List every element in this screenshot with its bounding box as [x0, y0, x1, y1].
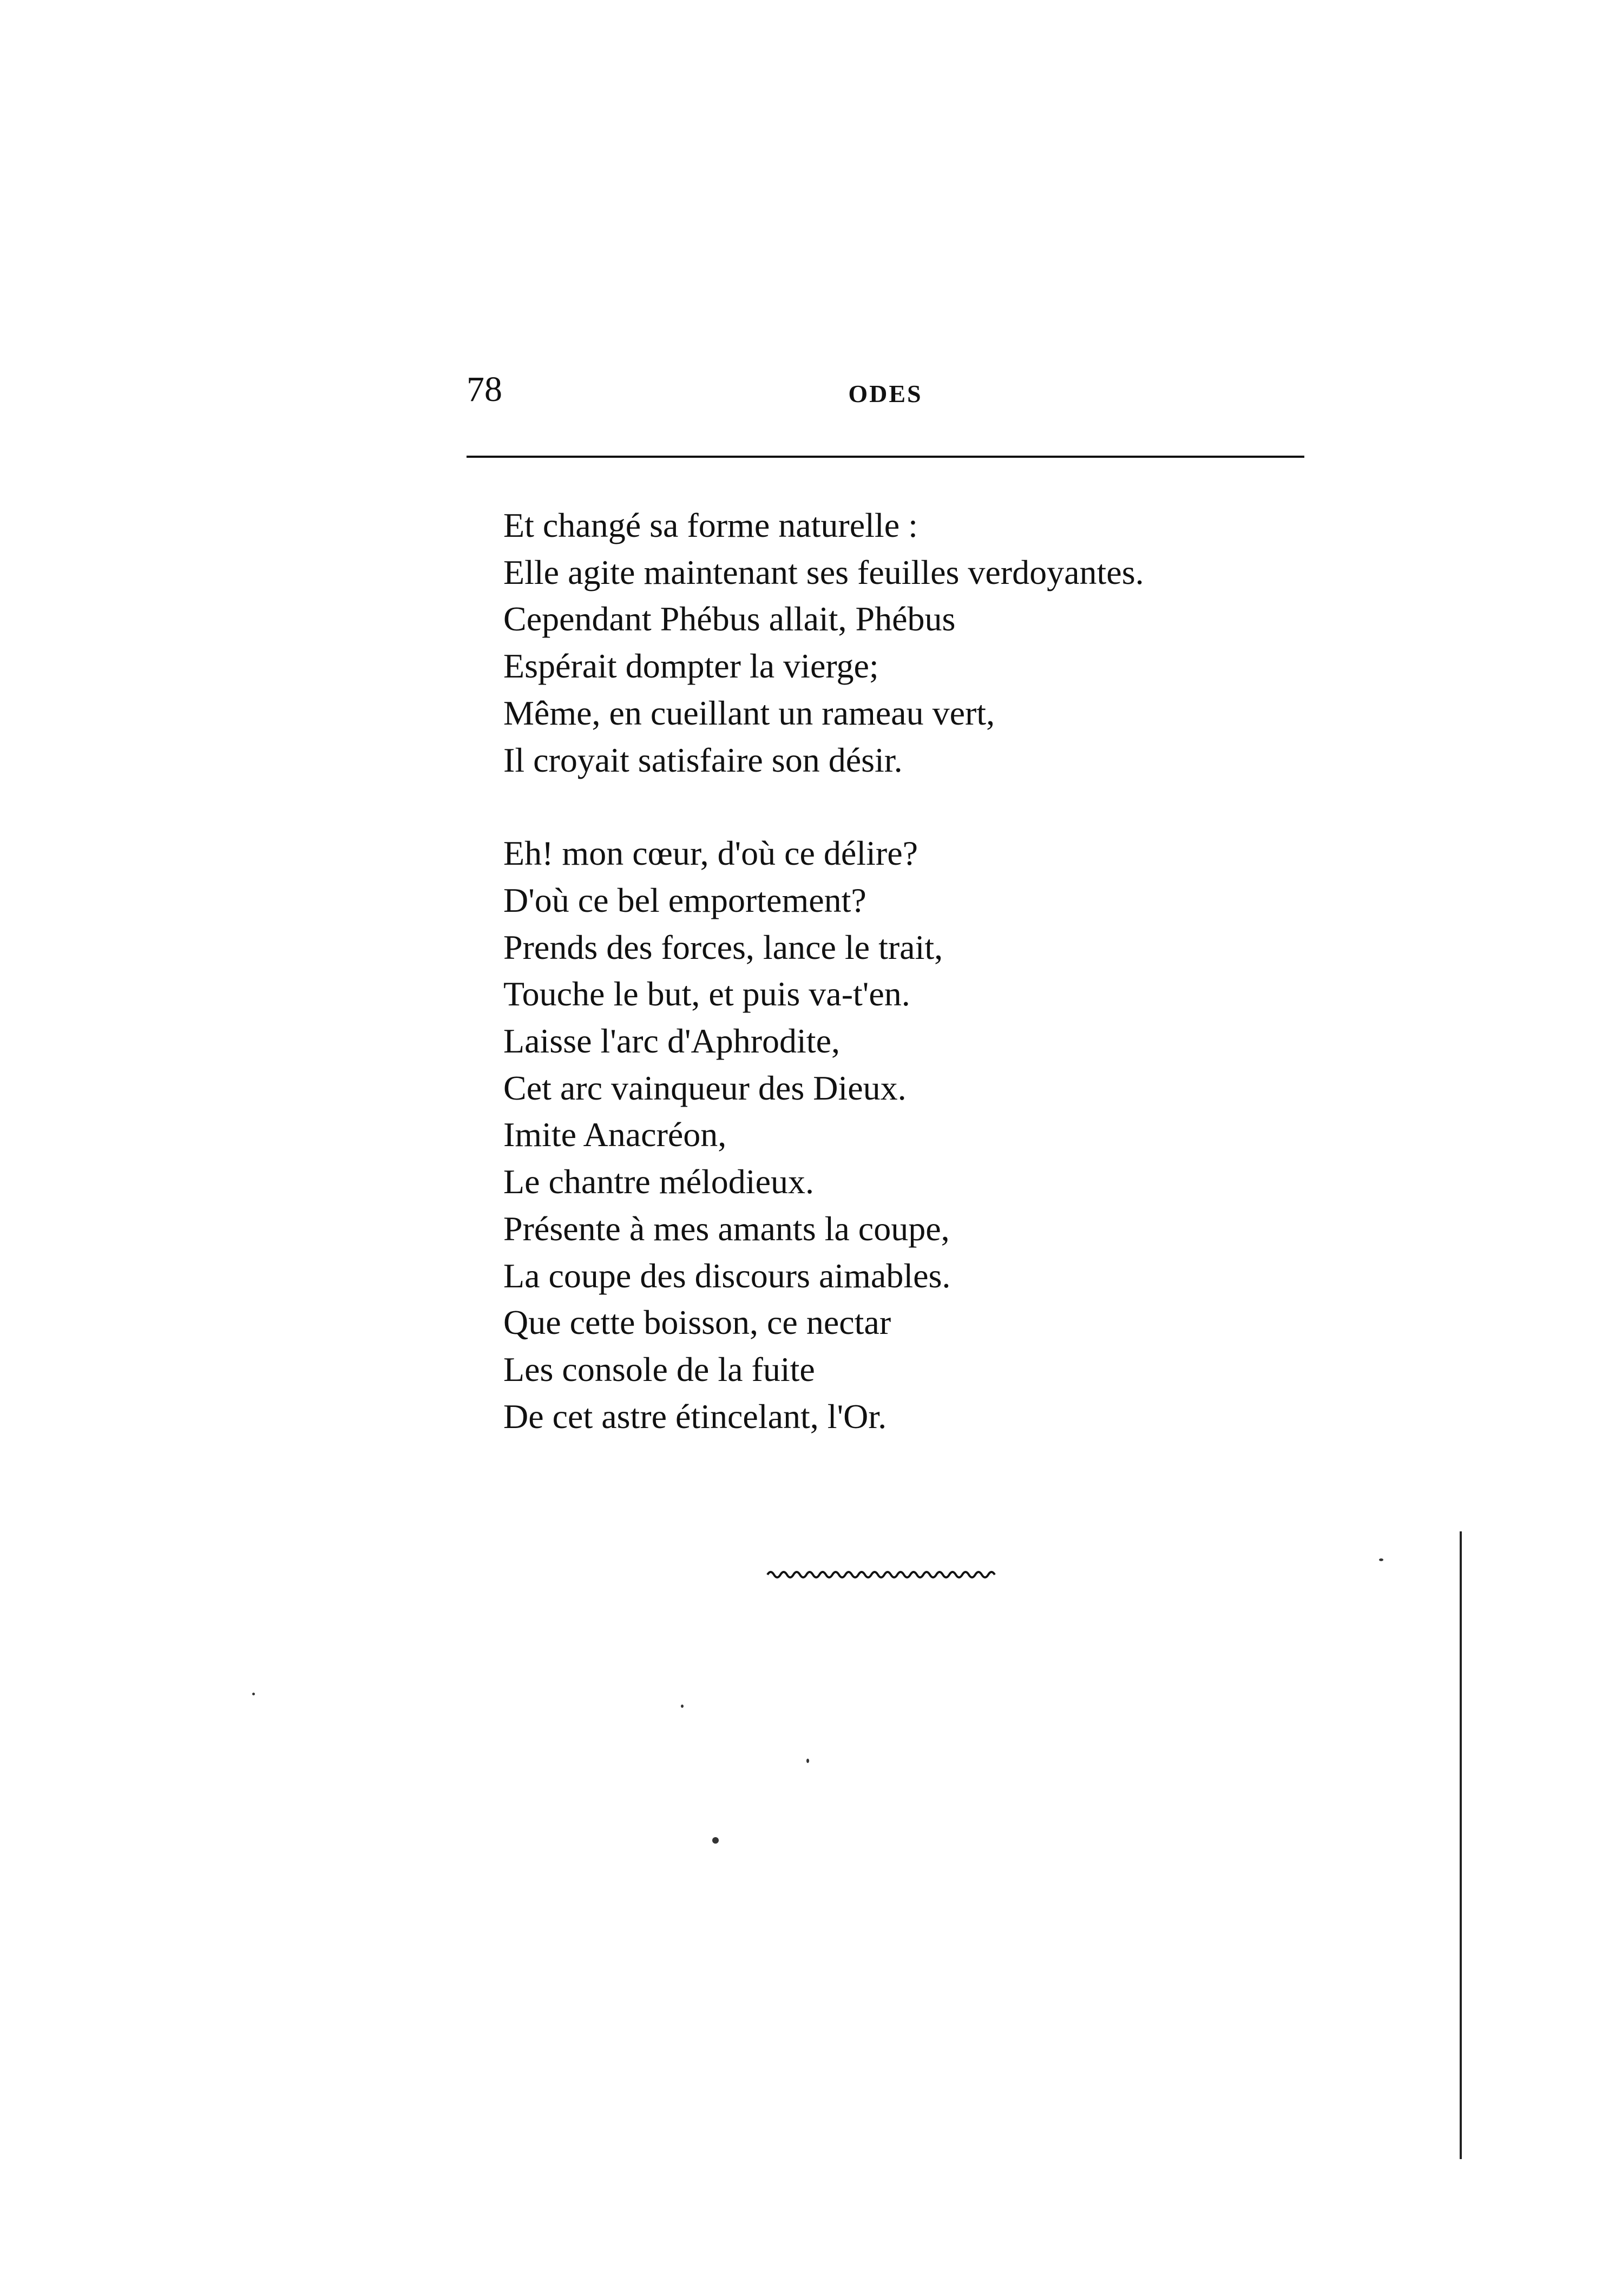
scan-speck	[712, 1837, 719, 1844]
verse-line: De cet astre étincelant, l'Or.	[503, 1397, 887, 1436]
verse-line: Laisse l'arc d'Aphrodite,	[503, 1022, 840, 1061]
verse-line: Espérait dompter la vierge;	[503, 647, 879, 686]
scan-speck	[681, 1705, 684, 1708]
page-header	[467, 346, 1304, 417]
stanza-2	[503, 830, 1369, 1440]
verse-line: Que cette boisson, ce nectar	[503, 1303, 891, 1342]
scan-speck	[1379, 1558, 1383, 1561]
poem-body	[503, 502, 1369, 1440]
running-title: ODES	[848, 380, 923, 407]
verse-line: Il croyait satisfaire son désir.	[503, 740, 903, 779]
verse-line: Le chantre mélodieux.	[503, 1162, 814, 1201]
verse-line: Elle agite maintenant ses feuilles verdoyantes.	[503, 552, 1144, 591]
scan-speck	[252, 1693, 255, 1695]
verse-line: Eh! mon cœur, d'où ce délire?	[503, 834, 918, 873]
verse-line: Même, en cueillant un rameau vert,	[503, 693, 995, 732]
verse-line: Les console de la fuite	[503, 1350, 815, 1389]
verse-line: Cet arc vainqueur des Dieux.	[503, 1068, 907, 1107]
scan-edge-line	[1460, 1531, 1462, 2159]
header-rule	[467, 456, 1304, 458]
verse-line: Imite Anacréon,	[503, 1115, 727, 1154]
verse-line: Et changé sa forme naturelle :	[503, 506, 918, 544]
verse-line: Prends des forces, lance le trait,	[503, 927, 943, 966]
verse-line: Cependant Phébus allait, Phébus	[503, 600, 956, 639]
stanza-1	[503, 502, 1369, 784]
wavy-tailpiece-ornament-icon	[766, 1567, 999, 1582]
verse-line: Présente à mes amants la coupe,	[503, 1209, 950, 1248]
scan-speck	[806, 1759, 809, 1763]
page-number: 78	[467, 370, 502, 409]
verse-line: D'où ce bel emportement?	[503, 880, 866, 919]
verse-line: Touche le but, et puis va-t'en.	[503, 975, 910, 1014]
verse-line: La coupe des discours aimables.	[503, 1256, 951, 1295]
